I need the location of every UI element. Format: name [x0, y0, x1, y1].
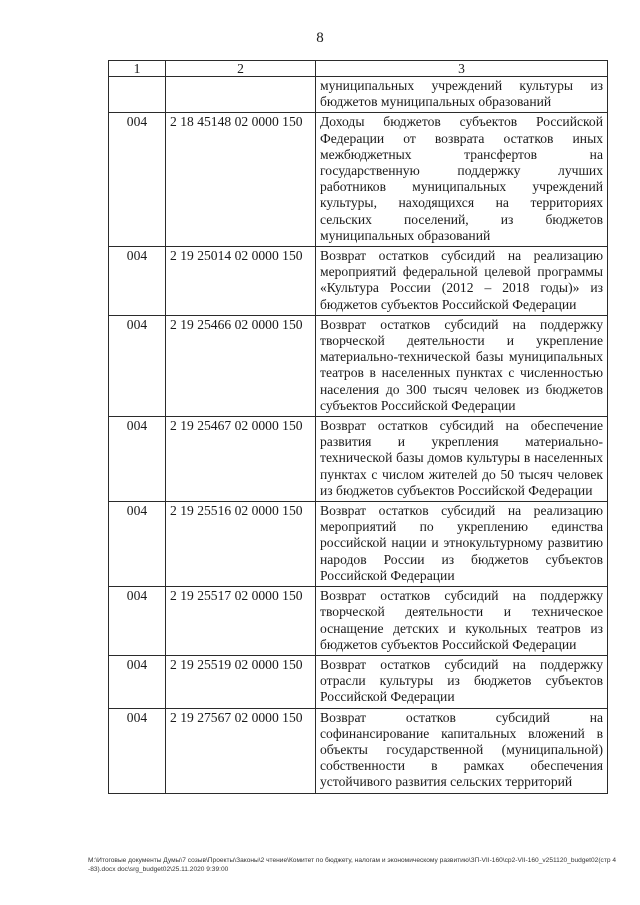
description-cell: Возврат остатков субсидий на поддержку творческой деятельности и укрепление материально-технической базы муниципальных театров в населенных пунктах с численностью населения до 300 тысяч человек из бюджетов субъектов Российской Федерации — [316, 315, 608, 416]
budget-code-cell: 2 19 25519 02 0000 150 — [166, 655, 316, 708]
admin-code-cell: 004 — [109, 587, 166, 656]
description-cell: муниципальных учреждений культуры из бюджетов муниципальных образований — [316, 77, 608, 113]
budget-code-cell — [166, 77, 316, 113]
budget-code-cell: 2 19 25467 02 0000 150 — [166, 417, 316, 502]
table-header-row — [109, 61, 608, 77]
description-cell: Возврат остатков субсидий на реализацию мероприятий по укреплению единства российской нации и этнокультурному развитию народов России из бюджетов субъектов Российской Федерации — [316, 502, 608, 587]
table-row — [109, 417, 608, 502]
budget-code-cell: 2 18 45148 02 0000 150 — [166, 113, 316, 247]
budget-codes-table — [108, 60, 608, 794]
column-header-1: 1 — [109, 61, 166, 77]
description-cell: Возврат остатков субсидий на софинансирование капитальных вложений в объекты государственной (муниципальной) собственности в рамках обеспечения устойчивого развития сельских территорий — [316, 708, 608, 793]
table-row — [109, 587, 608, 656]
table-row — [109, 502, 608, 587]
admin-code-cell: 004 — [109, 655, 166, 708]
budget-code-cell: 2 19 25014 02 0000 150 — [166, 247, 316, 316]
table-row — [109, 77, 608, 113]
table-row — [109, 655, 608, 708]
description-cell: Доходы бюджетов субъектов Российской Федерации от возврата остатков иных межбюджетных трансфертов на государственную поддержку лучших работников муниципальных учреждений культуры, находящихся на территориях сельских поселений, из бюджетов муниципальных образований — [316, 113, 608, 247]
table-row — [109, 113, 608, 247]
admin-code-cell: 004 — [109, 315, 166, 416]
description-cell: Возврат остатков субсидий на поддержку отрасли культуры из бюджетов субъектов Российской Федерации — [316, 655, 608, 708]
description-cell: Возврат остатков субсидий на обеспечение развития и укрепления материально-технической базы домов культуры в населенных пунктах с числом жителей до 50 тысяч человек из бюджетов субъектов Российской Федерации — [316, 417, 608, 502]
table-row — [109, 315, 608, 416]
column-header-2: 2 — [166, 61, 316, 77]
budget-code-cell: 2 19 25517 02 0000 150 — [166, 587, 316, 656]
budget-code-cell: 2 19 27567 02 0000 150 — [166, 708, 316, 793]
budget-code-cell: 2 19 25516 02 0000 150 — [166, 502, 316, 587]
description-cell: Возврат остатков субсидий на поддержку творческой деятельности и техническое оснащение детских и кукольных театров из бюджетов субъектов Российской Федерации — [316, 587, 608, 656]
admin-code-cell: 004 — [109, 417, 166, 502]
admin-code-cell — [109, 77, 166, 113]
table-row — [109, 708, 608, 793]
file-path-footer: M:\Итоговые документы Думы\7 созыв\Проекты\Законы\2 чтение\Комитет по бюджету, налогам и экономическому развитию\ЗП-VII-160\ср2-VII-160_v251120_budget02(стр 4-83).docx doc\srg_budget02\25.11.2020 9:39:00 — [88, 857, 617, 873]
table-row — [109, 247, 608, 316]
admin-code-cell: 004 — [109, 708, 166, 793]
admin-code-cell: 004 — [109, 247, 166, 316]
page-number: 8 — [316, 30, 324, 46]
budget-code-cell: 2 19 25466 02 0000 150 — [166, 315, 316, 416]
admin-code-cell: 004 — [109, 113, 166, 247]
description-cell: Возврат остатков субсидий на реализацию мероприятий федеральной целевой программы «Культура России (2012 – 2018 годы)» из бюджетов субъектов Российской Федерации — [316, 247, 608, 316]
column-header-3: 3 — [316, 61, 608, 77]
admin-code-cell: 004 — [109, 502, 166, 587]
